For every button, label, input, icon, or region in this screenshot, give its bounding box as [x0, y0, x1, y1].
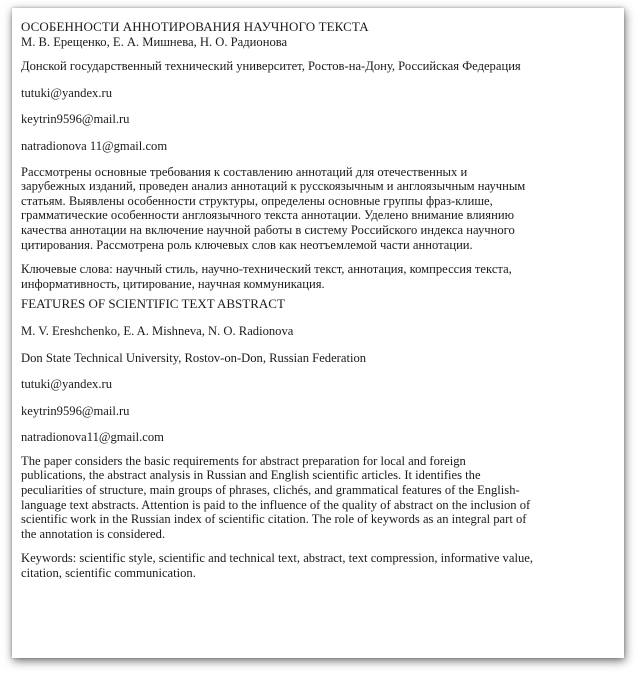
en-abstract-line: the annotation is considered.	[21, 526, 166, 541]
en-abstract-line: peculiarities of structure, main groups of phrases, clichés, and grammatical features of the English-	[21, 483, 520, 498]
ru-keywords	[21, 262, 615, 291]
en-keywords	[21, 551, 615, 580]
en-authors: M. V. Ereshchenko, E. A. Mishneva, N. O. Radionova	[21, 323, 294, 338]
ru-abstract-line: статьям. Выявлены особенности структуры, определены основные группы фраз-клише,	[21, 193, 493, 208]
ru-email-3: natradionova 11@gmail.com	[21, 138, 168, 153]
document-page	[12, 8, 624, 658]
ru-abstract-line: зарубежных изданий, проведен анализ аннотаций к русскоязычным и англоязычным научным	[21, 179, 526, 194]
ru-authors: М. В. Ерещенко, Е. А. Мишнева, Н. О. Радионова	[21, 34, 288, 49]
ru-keywords-line: информативность, цитирование, научная коммуникация.	[21, 276, 325, 291]
en-affiliation: Don State Technical University, Rostov-on-Don, Russian Federation	[21, 350, 367, 365]
ru-abstract-line: качества аннотации на включение научной работы в систему Российского индекса научного	[21, 222, 515, 237]
en-email-3: natradionova11@gmail.com	[21, 430, 164, 445]
ru-email-2: keytrin9596@mail.ru	[21, 112, 130, 127]
en-email-1: tutuki@yandex.ru	[21, 377, 112, 392]
en-abstract	[21, 454, 615, 542]
en-abstract-line: publications, the abstract analysis in Russian and English scientific articles. It identifies the	[21, 468, 481, 483]
document-content	[21, 20, 615, 581]
ru-abstract-line: цитирования. Рассмотрена роль ключевых слов как неотъемлемой части аннотации.	[21, 237, 473, 252]
en-email-2: keytrin9596@mail.ru	[21, 403, 130, 418]
en-abstract-line: language text abstracts. Attention is paid to the influence of the quality of abstract on the inclusion of	[21, 497, 531, 512]
ru-abstract-line: грамматические особенности англоязычного текста аннотации. Уделено внимание влиянию	[21, 208, 514, 223]
en-abstract-line: scientific work in the Russian index of scientific citation. The role of keywords as an integral part of	[21, 512, 527, 527]
en-title: FEATURES OF SCIENTIFIC TEXT ABSTRACT	[21, 296, 285, 312]
en-abstract-line: The paper considers the basic requirements for abstract preparation for local and foreign	[21, 453, 466, 468]
en-keywords-line: citation, scientific communication.	[21, 566, 196, 581]
ru-abstract	[21, 165, 615, 253]
en-keywords-line: Keywords: scientific style, scientific and technical text, abstract, text compression, informative value,	[21, 551, 533, 566]
ru-abstract-line: Рассмотрены основные требования к составлению аннотаций для отечественных и	[21, 164, 468, 179]
ru-keywords-line: Ключевые слова: научный стиль, научно-технический текст, аннотация, компрессия текста,	[21, 262, 512, 277]
ru-email-1: tutuki@yandex.ru	[21, 85, 112, 100]
ru-title: ОСОБЕННОСТИ АННОТИРОВАНИЯ НАУЧНОГО ТЕКСТА	[21, 19, 369, 34]
ru-affiliation: Донской государственный технический университет, Ростов-на-Дону, Российская Федерация	[21, 59, 521, 74]
